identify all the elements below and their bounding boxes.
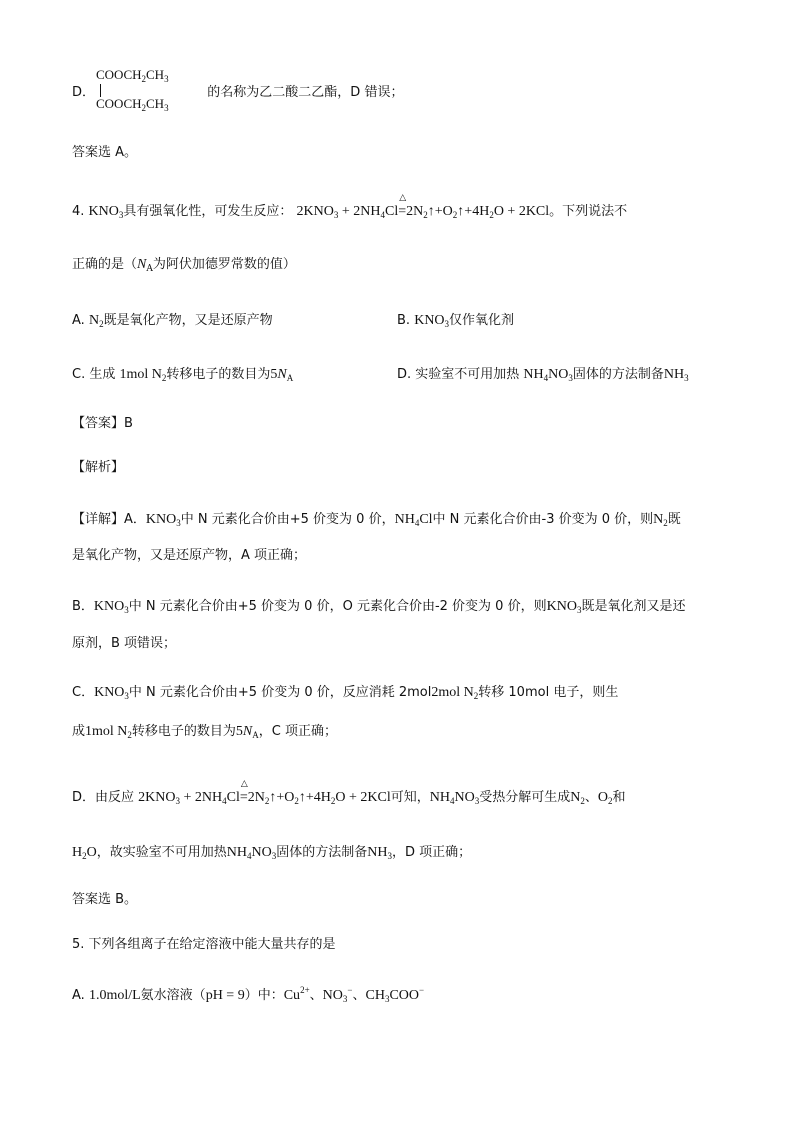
prev-option-d xyxy=(72,83,403,103)
q4-option-d: D. 实验室不可用加热 $NH_4NO_3$固体的方法制备$NH_3$ xyxy=(397,367,689,383)
q4-detail-b-line1: B．$KNO_3$中 N 元素化合价由+5 价变为 0 价，O 元素化合价由-2 价变为 0 价，则$KNO_3$既是氧化剂又是还 xyxy=(72,599,686,615)
q4-detail-a-line1: 【详解】A．$KNO_3$中 N 元素化合价由+5 价变为 0 价，$NH_4Cl$中 N 元素化合价由-3 价变为 0 价，则$N_2$既 xyxy=(72,512,681,528)
prev-answer-line: 答案选 A。 xyxy=(72,145,138,160)
q4-detail-c-line2: 成1mol $N_2$转移电子的数目为$5N_A$，C 项正确； xyxy=(72,724,337,740)
q4-detail-d-line1: D．由反应 $2KNO_3 + 2NH_4Cl$ △ $=2N_2↑+O_2↑+4H_2O + 2KCl$可知，$NH_4NO_3$受热分解可生成$N_2$、$O_2$和 xyxy=(72,778,626,806)
option-letter: D． xyxy=(72,85,96,100)
option-text: 的名称为乙二酸二乙酯，D 错误； xyxy=(207,85,404,100)
q4-detail-c-line1: C．$KNO_3$中 N 元素化合价由+5 价变为 0 价，反应消耗 2mol2mol $N_2$转移 10mol 电子，则生 xyxy=(72,685,619,701)
q5-option-a: A. 1.0mol/L氨水溶液（pH = 9）中：$Cu^{2+}$、$NO_3^-$、$CH_3COO^-$ xyxy=(72,985,425,1004)
q4-option-a: A. $N_2$既是氧化产物，又是还原产物 xyxy=(72,313,273,329)
q4-final-answer: 答案选 B。 xyxy=(72,892,138,907)
q4-option-c: C. 生成 1mol $N_2$转移电子的数目为$5N_A$ xyxy=(72,367,294,383)
q4-answer: 【答案】B xyxy=(72,416,133,431)
q4-analysis-tag: 【解析】 xyxy=(72,460,125,475)
q4-stem-line1: 4. $KNO_3$具有强氧化性，可发生反应： $2KNO_3 + 2NH_4Cl$ △ $=2N_2↑+O_2↑+4H_2O + 2KCl$。下列说法不 xyxy=(72,192,628,220)
q4-detail-a-line2: 是氧化产物，又是还原产物，A 项正确； xyxy=(72,548,307,563)
q4-detail-b-line2: 原剂，B 项错误； xyxy=(72,636,177,651)
q4-detail-d-line2: $H_2O$，故实验室不可用加热$NH_4NO_3$固体的方法制备$NH_3$，D 项正确； xyxy=(72,845,472,861)
ester-formula-top: $COOCH_2CH_3$ xyxy=(96,67,169,84)
ester-formula-bottom: $COOCH_2CH_3$ xyxy=(96,96,169,113)
q4-stem-line2: 正确的是（$N_A$为阿伏加德罗常数的值） xyxy=(72,257,296,274)
q4-option-b: B. $KNO_3$仅作氧化剂 xyxy=(397,313,515,329)
q5-stem: 5. 下列各组离子在给定溶液中能大量共存的是 xyxy=(72,937,336,952)
